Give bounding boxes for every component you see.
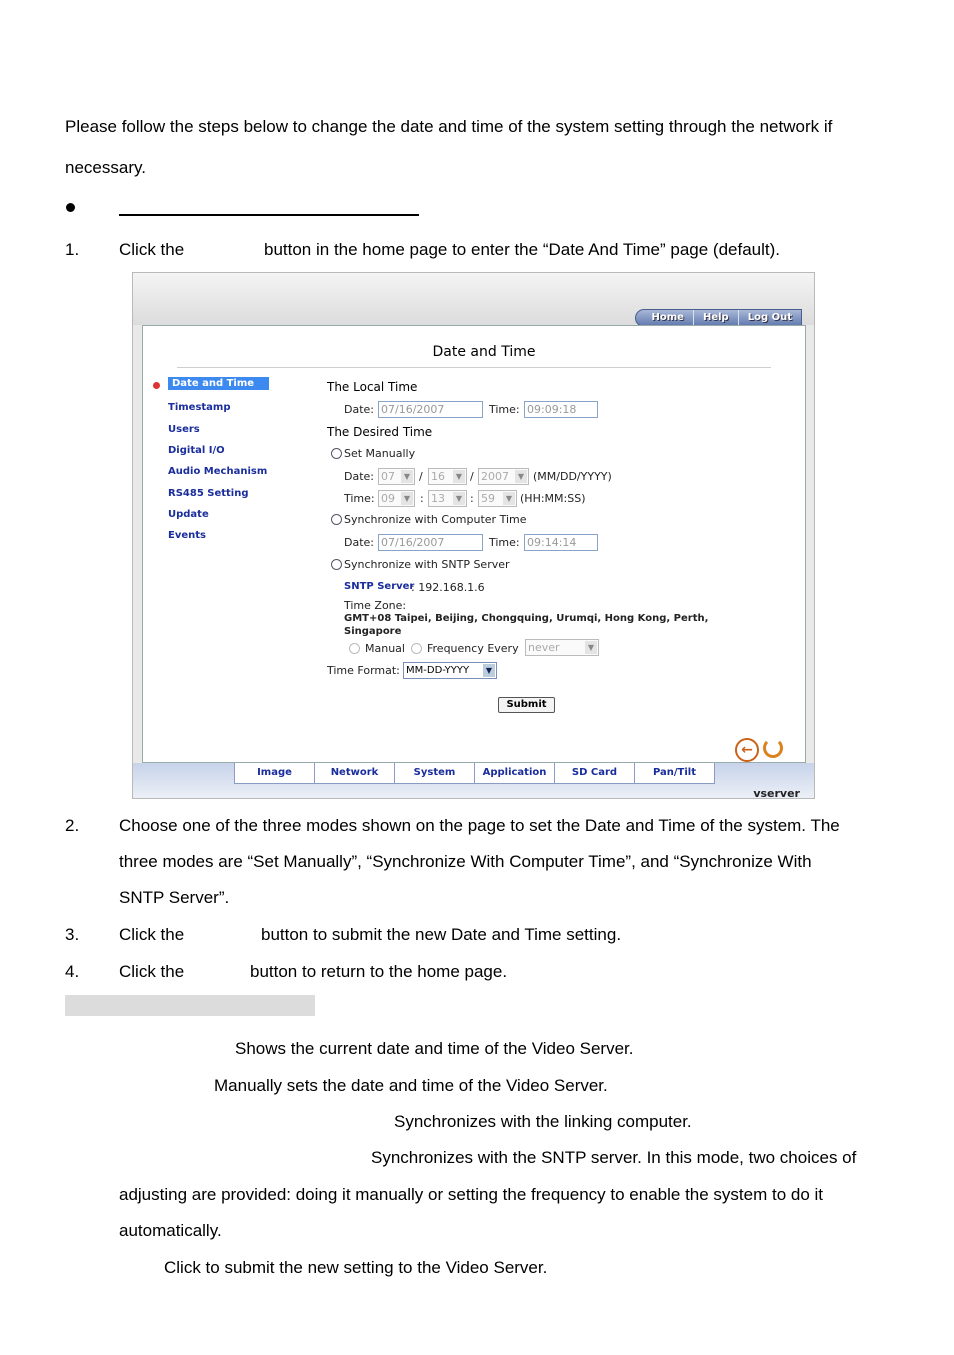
description-text: Click to submit the new setting to the Video Server. xyxy=(164,1258,548,1277)
step-number: 3. xyxy=(65,925,80,944)
sidebar-item-events[interactable]: Events xyxy=(168,530,206,541)
description-text: automatically. xyxy=(119,1221,222,1240)
set-manually-radio[interactable] xyxy=(331,448,342,459)
bottom-bar xyxy=(133,763,814,799)
sntp-server-label[interactable]: SNTP Server xyxy=(344,581,415,592)
sync-sntp-radio[interactable] xyxy=(331,559,342,570)
description-text: Shows the current date and time of the Video Server. xyxy=(235,1039,634,1058)
sntp-server-value: : 192.168.1.6 xyxy=(411,581,485,594)
intro-line-1: Please follow the steps below to change the date and time of the system setting through the network if xyxy=(65,117,833,136)
step-number: 2. xyxy=(65,816,80,835)
sidebar-item-date-and-time[interactable]: Date and Time xyxy=(168,377,269,390)
section-heading-bar xyxy=(65,995,315,1016)
top-bar xyxy=(133,273,814,325)
computer-time-field: 09:14:14 xyxy=(524,534,598,551)
step-text: Click the xyxy=(119,240,185,259)
hour-value: 09 xyxy=(381,492,395,505)
sidebar-item-users[interactable]: Users xyxy=(168,424,200,435)
page-title: Date and Time xyxy=(432,344,536,360)
help-button[interactable]: Help xyxy=(693,310,738,326)
description-text: adjusting are provided: doing it manually or setting the frequency to enable the system to do it xyxy=(119,1185,824,1204)
minute-select[interactable] xyxy=(428,490,467,507)
step-text: Click the xyxy=(119,962,185,981)
time-label: Time: xyxy=(489,536,520,549)
year-select[interactable] xyxy=(478,468,529,485)
step-text: button to return to the home page. xyxy=(250,962,508,981)
brand-label: vserver xyxy=(753,787,800,799)
chevron-down-icon: ▼ xyxy=(585,641,597,654)
month-select[interactable] xyxy=(378,468,415,485)
second-select[interactable] xyxy=(478,490,517,507)
set-manually-label: Set Manually xyxy=(344,447,416,460)
tab-system[interactable]: System xyxy=(394,763,474,783)
step-number: 1. xyxy=(65,240,80,259)
step-text: button in the home page to enter the “Date And Time” page (default). xyxy=(264,240,780,259)
time-zone-label: Time Zone: xyxy=(344,599,407,612)
hour-select[interactable] xyxy=(378,490,415,507)
date-separator: / xyxy=(470,470,474,483)
day-value: 16 xyxy=(431,470,445,483)
step-text: Click the xyxy=(119,925,185,944)
chevron-down-icon: ▼ xyxy=(503,492,515,505)
step-text: three modes are “Set Manually”, “Synchronize With Computer Time”, and “Synchronize With xyxy=(119,852,812,871)
chevron-down-icon: ▼ xyxy=(453,492,465,505)
chevron-down-icon: ▼ xyxy=(401,492,413,505)
logout-button[interactable]: Log Out xyxy=(738,310,801,326)
time-separator: : xyxy=(470,492,474,505)
tab-network[interactable]: Network xyxy=(314,763,394,783)
date-label: Date: xyxy=(344,403,374,416)
time-label: Time: xyxy=(489,403,520,416)
frequency-radio[interactable] xyxy=(411,643,422,654)
second-value: 59 xyxy=(481,492,495,505)
section-heading-underline xyxy=(119,214,419,216)
time-format-value: MM-DD-YYYY xyxy=(406,665,470,676)
description-text: Manually sets the date and time of the Video Server. xyxy=(214,1076,608,1095)
bottom-tabs xyxy=(234,763,715,784)
month-value: 07 xyxy=(381,470,395,483)
home-button[interactable]: Home xyxy=(651,312,684,323)
minute-value: 13 xyxy=(431,492,445,505)
sync-computer-radio[interactable] xyxy=(331,514,342,525)
step-text: SNTP Server”. xyxy=(119,888,230,907)
local-time-field: 09:09:18 xyxy=(524,401,598,418)
time-label: Time: xyxy=(344,492,375,505)
sidebar-item-timestamp[interactable]: Timestamp xyxy=(168,402,231,413)
local-date-field: 07/16/2007 xyxy=(378,401,483,418)
bullet-dot xyxy=(66,203,75,212)
refresh-icon[interactable] xyxy=(763,738,783,758)
manual-radio[interactable] xyxy=(349,643,360,654)
tab-pan-tilt[interactable]: Pan/Tilt xyxy=(634,763,715,783)
frequency-select[interactable] xyxy=(525,639,599,656)
back-arrow-icon[interactable]: ← xyxy=(735,738,759,762)
time-format-hint: (HH:MM:SS) xyxy=(520,492,586,505)
description-text: Synchronizes with the SNTP server. In this mode, two choices of xyxy=(371,1148,857,1167)
local-time-heading: The Local Time xyxy=(327,380,418,394)
desired-time-heading: The Desired Time xyxy=(327,425,433,439)
selected-indicator-icon xyxy=(153,382,160,389)
sidebar-item-audio[interactable]: Audio Mechanism xyxy=(168,466,268,477)
time-format-select[interactable] xyxy=(403,662,497,679)
settings-panel xyxy=(142,325,806,763)
time-format-label: Time Format: xyxy=(327,664,400,677)
manual-label: Manual xyxy=(365,642,405,655)
date-label: Date: xyxy=(344,470,374,483)
date-time-page-screenshot xyxy=(132,272,815,799)
date-format-hint: (MM/DD/YYYY) xyxy=(533,470,612,483)
sync-computer-label: Synchronize with Computer Time xyxy=(344,513,527,526)
sidebar-item-digital-io[interactable]: Digital I/O xyxy=(168,445,225,456)
description-text: Synchronizes with the linking computer. xyxy=(394,1112,692,1131)
frequency-label: Frequency Every xyxy=(427,642,519,655)
time-zone-value-2: Singapore xyxy=(344,626,402,637)
title-divider xyxy=(177,367,771,368)
tab-sd-card[interactable]: SD Card xyxy=(554,763,634,783)
day-select[interactable] xyxy=(428,468,467,485)
step-text: button to submit the new Date and Time setting. xyxy=(261,925,622,944)
sidebar-item-update[interactable]: Update xyxy=(168,509,209,520)
chevron-down-icon: ▼ xyxy=(453,470,465,483)
chevron-down-icon: ▼ xyxy=(515,470,527,483)
tab-application[interactable]: Application xyxy=(474,763,554,783)
step-number: 4. xyxy=(65,962,80,981)
intro-line-2: necessary. xyxy=(65,158,146,177)
time-zone-value: GMT+08 Taipei, Beijing, Chongquing, Urumqi, Hong Kong, Perth, xyxy=(344,613,709,624)
time-separator: : xyxy=(420,492,424,505)
year-value: 2007 xyxy=(481,470,509,483)
sync-sntp-label: Synchronize with SNTP Server xyxy=(344,558,510,571)
frequency-value: never xyxy=(528,641,560,654)
chevron-down-icon: ▼ xyxy=(401,470,413,483)
tab-image[interactable]: Image xyxy=(234,763,314,783)
date-separator: / xyxy=(419,470,423,483)
computer-date-field: 07/16/2007 xyxy=(378,534,483,551)
date-label: Date: xyxy=(344,536,374,549)
sidebar-item-rs485[interactable]: RS485 Setting xyxy=(168,488,249,499)
step-text: Choose one of the three modes shown on the page to set the Date and Time of the system. The xyxy=(119,816,840,835)
submit-button[interactable]: Submit xyxy=(498,697,555,713)
chevron-down-icon: ▼ xyxy=(483,664,495,677)
